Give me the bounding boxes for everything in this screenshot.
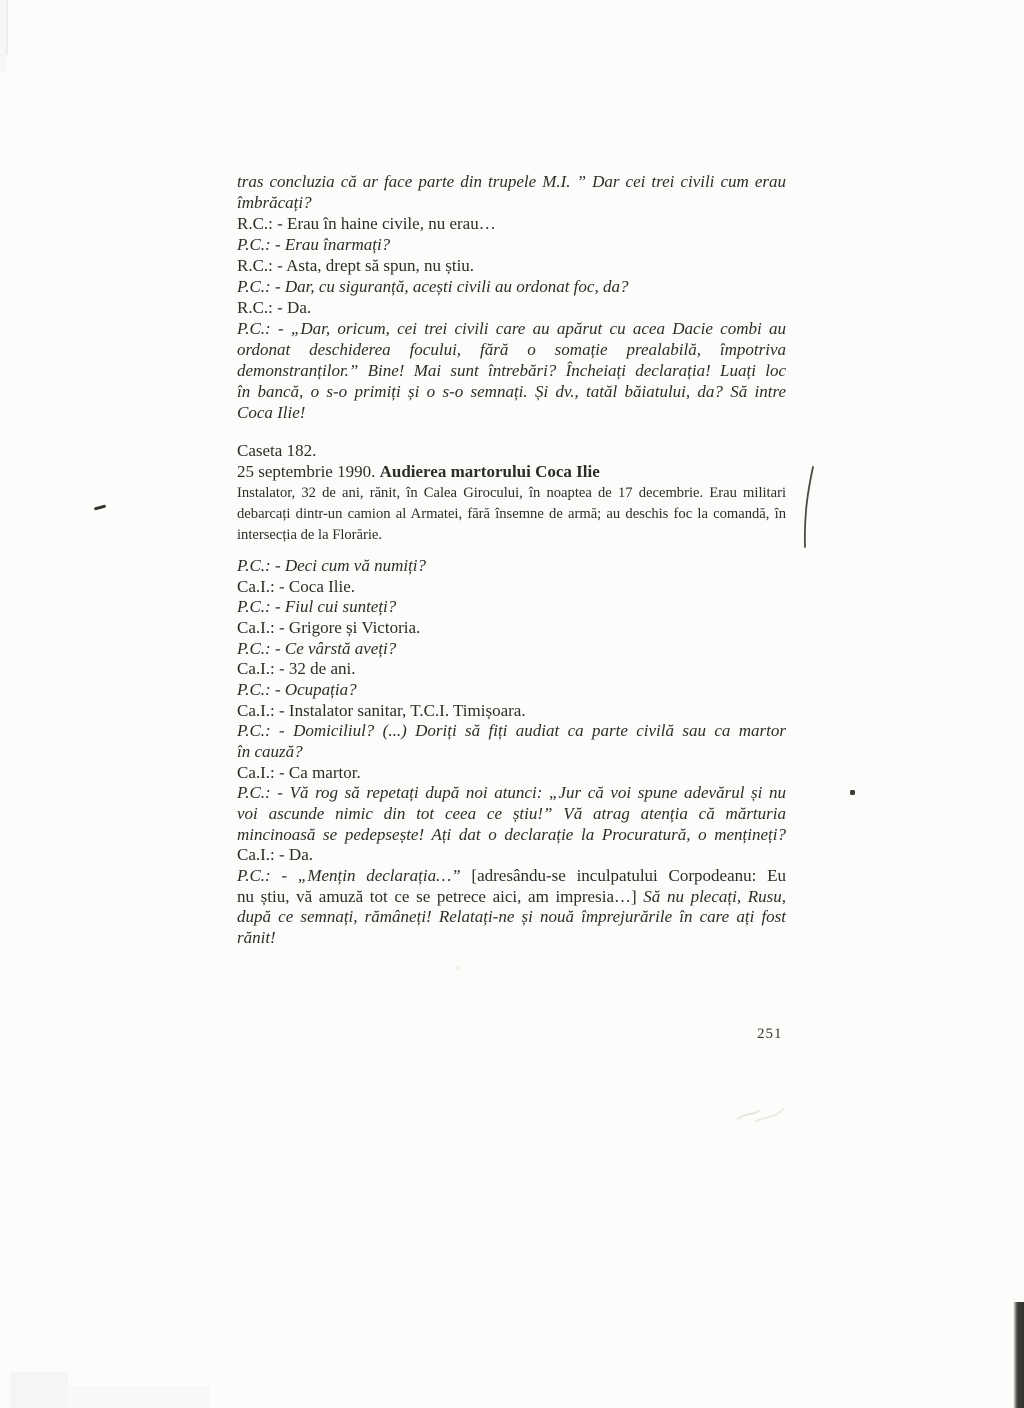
- scan-speck: [456, 966, 460, 970]
- ink-dot-mark: [850, 790, 855, 795]
- closing-italic-segment: Să nu plecați, Rusu,: [643, 886, 786, 906]
- dialog-line-cai: Ca.I.: - Da.: [237, 845, 314, 865]
- page-number: 251: [757, 1026, 783, 1042]
- dialog-line-pc: P.C.: - Vă rog să repetați după noi atunci: „Jur că voi spune adevărul și nu: [237, 783, 786, 803]
- dialog-line-pc: P.C.: - Ce vârstă aveți?: [237, 638, 397, 658]
- dialog-line-cai: Ca.I.: - Grigore și Victoria.: [237, 617, 421, 637]
- faint-pencil-squiggle: [735, 1100, 787, 1126]
- intro-line: îmbrăcați?: [237, 193, 312, 212]
- description-line: debarcați dintr-un camion al Armatei, fără însemne de armă; au deschis foc la comandă, în: [237, 506, 786, 522]
- section-heading: [237, 461, 786, 482]
- dialog-line-pc: în cauză?: [237, 741, 303, 761]
- closing-line: după ce semnați, rămâneți! Relatați-ne și nouă împrejurările în care ați fost: [237, 907, 786, 927]
- pc-statement-line: Coca Ilie!: [237, 403, 306, 422]
- pc-statement-line: P.C.: - „Dar, oricum, cei trei civili care au apărut cu acea Dacie combi au: [237, 319, 786, 338]
- dialog-line-rc: R.C.: - Da.: [237, 298, 312, 317]
- dialog-line-pc: voi ascunde nimic din tot ceea ce știu!” Vă atrag atenția că mărturia: [237, 803, 786, 823]
- closing-roman-segment: nu știu, vă amuză tot ce se petrece aici, am impresia…]: [237, 886, 644, 906]
- dialog-line-rc: R.C.: - Asta, drept să spun, nu știu.: [237, 256, 475, 275]
- witness-description-block: [237, 483, 786, 546]
- closing-paragraph-block: [237, 866, 786, 949]
- intro-line: tras concluzia că ar face parte din trupele M.I. ” Dar cei trei civili cum erau: [237, 172, 786, 191]
- pc-statement-line: demonstranților.” Bine! Mai sunt întrebări? Încheiați declarația! Luați loc: [237, 361, 786, 380]
- dialog-line-pc: P.C.: - Domiciliul? (...) Doriți să fiți audiat ca parte civilă sau ca martor: [237, 721, 786, 741]
- dialog-line-pc: P.C.: - Deci cum vă numiți?: [237, 556, 427, 575]
- dialog-line-cai: Ca.I.: - Ca martor.: [237, 762, 361, 782]
- scanner-edge-shadow: [1013, 1302, 1024, 1408]
- transcript-top-block: [237, 171, 786, 423]
- hearing-dialog-block: [237, 556, 786, 866]
- pc-statement-line: în bancă, o s-o primiți și o s-o semnați. Și dv., tatăl băiatului, da? Să intre: [237, 382, 786, 401]
- closing-roman-segment: [adresându-se inculpatului Corpodeanu: Eu: [471, 866, 786, 885]
- dialog-line-cai: Ca.I.: - Coca Ilie.: [237, 576, 356, 596]
- dialog-line-rc: R.C.: - Erau în haine civile, nu erau…: [237, 214, 496, 233]
- dialog-line-pc: mincinoasă se pedepsește! Ați dat o declarație la Procuratură, o mențineți?: [237, 824, 786, 844]
- dialog-line-pc: P.C.: - Dar, cu siguranță, acești civili au ordonat foc, da?: [237, 277, 629, 296]
- scanner-edge-line: [6, 0, 8, 55]
- pc-statement-line: ordonat deschiderea focului, fără o somație prealabilă, împotriva: [237, 340, 786, 359]
- closing-line: [237, 887, 786, 908]
- dialog-line-cai: Ca.I.: - Instalator sanitar, T.C.I. Timișoara.: [237, 700, 526, 720]
- dialog-line-pc: P.C.: - Erau înarmați?: [237, 235, 391, 254]
- scan-shading-patch: [60, 1386, 210, 1408]
- description-line: intersecția de la Florărie.: [237, 527, 383, 543]
- description-line: Instalator, 32 de ani, rănit, în Calea Girocului, în noaptea de 17 decembrie. Erau militari: [237, 485, 786, 501]
- closing-italic-segment: P.C.: - „Mențin declarația…”: [237, 866, 472, 885]
- dialog-line-pc: P.C.: - Fiul cui sunteți?: [237, 597, 397, 617]
- dialog-line-pc: P.C.: - Ocupația?: [237, 679, 357, 699]
- margin-dash-mark: [94, 504, 106, 510]
- closing-line: rănit!: [237, 928, 276, 948]
- heading-title: Audierea martorului Coca Ilie: [379, 462, 600, 481]
- heading-date: 25 septembrie 1990.: [237, 462, 380, 481]
- dialog-line-cai: Ca.I.: - 32 de ani.: [237, 659, 356, 679]
- margin-pen-stroke: [798, 464, 822, 550]
- closing-line: [237, 866, 786, 887]
- caseta-heading-block: [237, 440, 786, 482]
- caseta-label: Caseta 182.: [237, 441, 317, 460]
